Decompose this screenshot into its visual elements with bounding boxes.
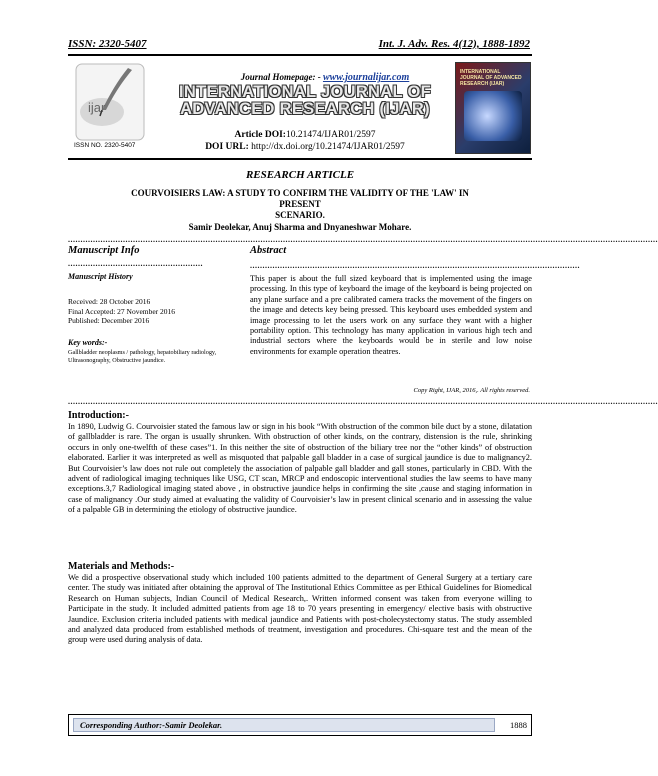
accepted-date: Final Accepted: 27 November 2016 xyxy=(68,306,176,316)
corresponding-author: Corresponding Author:-Samir Deolekar. xyxy=(73,718,495,732)
article-type: RESEARCH ARTICLE xyxy=(245,169,355,181)
article-doi-label: Article DOI: xyxy=(234,130,286,140)
abstract-heading: Abstract xyxy=(250,245,287,256)
logo-text: ijar xyxy=(88,100,106,115)
ijar-logo xyxy=(72,60,148,152)
paper-title-line2: SCENARIO. xyxy=(275,210,325,220)
logo-issn: ISSN NO. 2320-5407 xyxy=(74,142,136,149)
paper-title-line1: COURVOISIERS LAW: A STUDY TO CONFIRM THE VALIDITY OF THE 'LAW' IN PRESENT xyxy=(131,188,469,209)
journal-homepage xyxy=(190,72,460,83)
header-rule xyxy=(68,54,532,56)
introduction-heading: Introduction:- xyxy=(68,410,129,421)
manuscript-history-heading: Manuscript History xyxy=(68,272,133,281)
running-header xyxy=(68,38,530,50)
doi-url[interactable]: http://dx.doi.org/10.21474/IJAR01/2597 xyxy=(251,142,405,152)
received-date: Received: 28 October 2016 xyxy=(68,297,151,306)
paper-title xyxy=(110,188,490,221)
journal-title xyxy=(155,84,455,118)
issn-text: ISSN: 2320-5407 xyxy=(68,38,147,50)
journal-title-line2: ADVANCED RESEARCH (IJAR) xyxy=(180,100,430,118)
doi-url-label: DOI URL: xyxy=(205,142,249,152)
copyright: Copy Right, IJAR, 2016,. All rights reserved. xyxy=(413,387,530,394)
dotted-rule-bottom: ............................................................................................................................................................................................................................................ xyxy=(68,397,658,406)
homepage-link[interactable]: www.journalijar.com xyxy=(322,72,410,83)
quill-logo-icon xyxy=(72,60,148,152)
authors: Samir Deolekar, Anuj Sharma and Dnyaneshwar Mohare. xyxy=(188,222,412,232)
page-number: 1888 xyxy=(510,720,527,730)
methods-text: We did a prospective observational study which included 100 patients admitted to the department of General Surgery at a tertiary care center. The study was initiated after obtaining the approval of The Institutional Ethics Committee as per Ethical Guidelines for Biomedical Research on Human subjects, Indian Council of Medical Research,. Written informed consent was taken from everyone willing to Participate in the study. It included admitted patients from age 18 to 70 years presenting in emergency/ elective basis with obstructive Jaundice. Exclusion criteria included patients with medical jaundice and Patients with post-cholecystectomy status. The study assembled and analyzed data produced from established methods of treatment, investigation and procedures. Chi-square test and the mean of the group were used during analysis of data. xyxy=(68,573,532,645)
manuscript-dates xyxy=(68,297,238,326)
cover-graphic xyxy=(464,91,522,141)
journal-title-line1: INTERNATIONAL JOURNAL OF xyxy=(179,83,431,101)
methods-heading: Materials and Methods:- xyxy=(68,561,175,572)
dotted-rule-right: .................................................................................................................................... xyxy=(250,261,580,270)
manuscript-info-heading: Manuscript Info xyxy=(68,245,140,256)
abstract-text: This paper is about the full sized keyboard that is implemented using the image processing. In this type of keyboard the image of the keyboard is being projected on any plane surface and a pre calibrated camera tracks the movement of the fingers on the image and detects key being pressed. This keyboard uses embedded system and image processing to let the users work on any surface they want with a higher portability option. This technology has many application in various high tech and industrial sectors where the keyboards would be in sterile and low noise environments for example operation theatres. xyxy=(250,274,532,356)
footer xyxy=(68,714,532,736)
article-doi: 10.21474/IJAR01/2597 xyxy=(285,130,376,140)
published-date: Published: December 2016 xyxy=(68,316,150,325)
citation-text: Int. J. Adv. Res. 4(12), 1888-1892 xyxy=(378,38,530,50)
homepage-label: Journal Homepage: - xyxy=(240,72,321,82)
dotted-rule-left: ...................................................... xyxy=(68,259,203,268)
dotted-rule-top: ............................................................................................................................................................................................................................................ xyxy=(68,235,658,244)
cover-title: INTERNATIONAL JOURNAL OF ADVANCED RESEARCH (IJAR) xyxy=(460,69,522,87)
introduction-text: In 1890, Ludwig G. Courvoisier stated the famous law or sign in his book “With obstruction of the common bile duct by a stone, dilatation of gallbladder is rare. The organ is usually shrunken. With obstruction of other kinds, on the contrary, distension is the rule, shrinking occurs in only one-twelfth of these cases”1. In this neither the site of obstruction of the biliary tree nor the “other kinds” of obstruction elaborated. Earlier it was interpreted as well as misquoted that palpable gall bladder in a case of surgical jaundice is due to malignancy2. But Courvoisier’s law does not rule out completely the association of palpable gall bladder and gall stones, particularly in CBD. With the advent of radiological imaging techniques like USG, CT scan, MRCP and endoscopic interventional studies the law seems to have many exceptions.3,7 Radiological imaging stated above , in obstructive jaundice helps in confirming the site ,cause and staging information in case of malignancy .Our study aimed at evaluating the validity of Courvoisier’s law in present clinical scenario and in assessing the value of a palpable GB in determining the etiology of obstructive jaundice. xyxy=(68,422,532,515)
journal-cover-image xyxy=(455,62,531,154)
doi-block xyxy=(150,129,460,153)
masthead-rule xyxy=(68,158,532,160)
keywords-heading: Key words:- xyxy=(68,338,108,347)
keywords-text: Gallbladder neoplasms / pathology, hepatobiliary radiology, Ultrasonography, Obstructive jaundice. xyxy=(68,349,217,364)
